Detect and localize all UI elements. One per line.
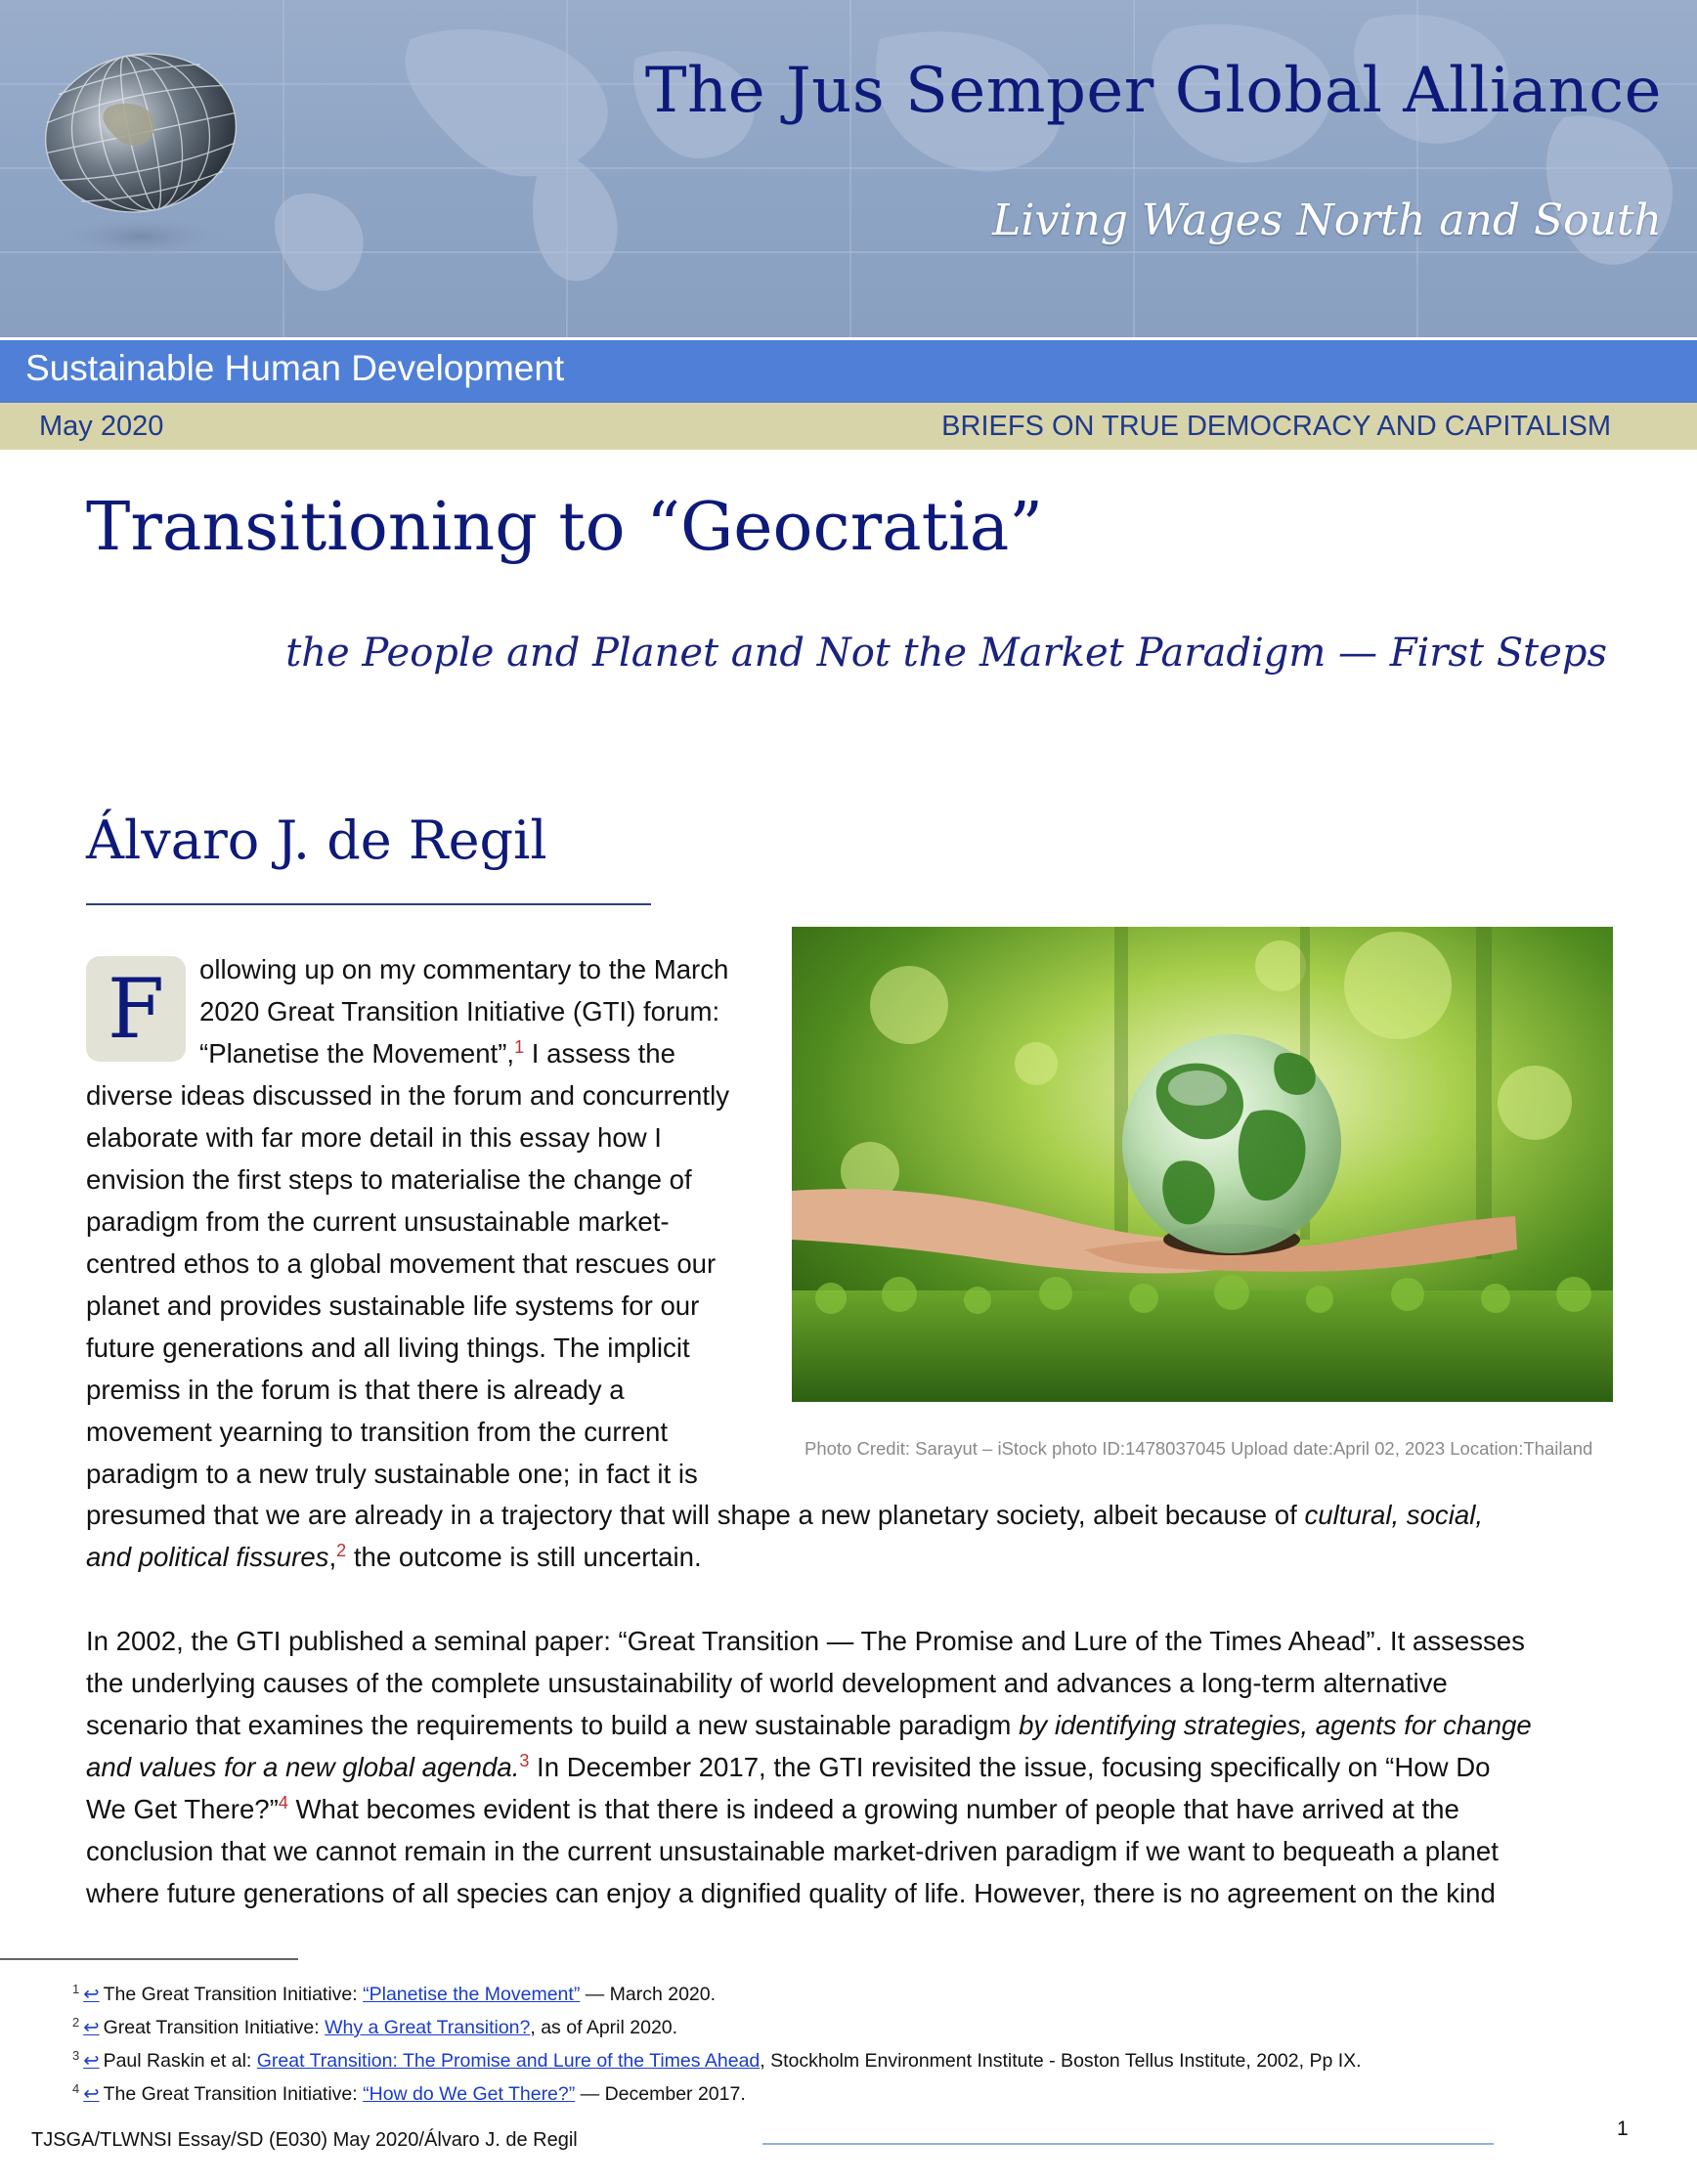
footnote-4: $^4$ ↩ The Great Transition Initiative: “How do We Get There?” — December 2017. bbox=[72, 2080, 746, 2105]
footnote-ref-1[interactable]: 1 bbox=[514, 1036, 525, 1057]
paragraph-second bbox=[86, 1620, 1611, 1914]
date-bar bbox=[0, 403, 1697, 450]
text-line: where future generations of all species can enjoy a dignified quality of life. However, there is no agreement on the kind bbox=[86, 1878, 1496, 1908]
article-subtitle: the People and Planet and Not the Market Paradigm — First Steps bbox=[285, 631, 1607, 676]
author-divider bbox=[86, 903, 651, 905]
back-arrow-icon[interactable]: ↩ bbox=[83, 1984, 100, 2005]
text-line: and values for a new global agenda.$^3$ In December 2017, the GTI revisited the issue, focusing specifically on “How Do bbox=[86, 1750, 1491, 1782]
text-line: In 2002, the GTI published a seminal paper: “Great Transition — The Promise and Lure of the Times Ahead”. It assesses bbox=[86, 1626, 1525, 1656]
photo-credit: Photo Credit: Sarayut – iStock photo ID:1478037045 Upload date:April 02, 2023 Location:Thailand bbox=[805, 1438, 1593, 1459]
paragraph-intro-cont bbox=[86, 1494, 1611, 1578]
section-bar bbox=[0, 340, 1697, 403]
drop-cap: F bbox=[86, 956, 186, 1062]
text-line: presumed that we are already in a trajectory that will shape a new planetary society, albeit because of cultural, social, bbox=[86, 1500, 1483, 1530]
text-line: planet and provides sustainable life systems for our bbox=[86, 1290, 700, 1321]
text-line: ollowing up on my commentary to the March bbox=[199, 954, 729, 984]
footnote-3: $^3$ ↩ Paul Raskin et al: Great Transition: The Promise and Lure of the Times Ahead, Stockholm Environment Institute - Boston Tellus Institute, 2002, Pp IX. bbox=[72, 2047, 1362, 2072]
brand-subtitle: Living Wages North and South bbox=[992, 196, 1662, 245]
footnote-link[interactable]: “How do We Get There?” bbox=[363, 2083, 576, 2105]
text-line: 2020 Great Transition Initiative (GTI) forum: bbox=[199, 996, 720, 1026]
brand-title: The Jus Semper Global Alliance bbox=[644, 55, 1662, 127]
globe-logo-icon bbox=[39, 49, 244, 264]
section-title: Sustainable Human Development bbox=[25, 348, 565, 388]
footnote-ref-3[interactable]: 3 bbox=[519, 1750, 530, 1770]
footnote-1: $^1$ ↩ The Great Transition Initiative: “Planetise the Movement” — March 2020. bbox=[72, 1981, 717, 2005]
footnote-2: $^2$ ↩ Great Transition Initiative: Why a Great Transition?, as of April 2020. bbox=[72, 2014, 678, 2038]
text-line: elaborate with far more detail in this essay how I bbox=[86, 1122, 662, 1153]
text-line: paradigm from the current unsustainable market- bbox=[86, 1206, 670, 1237]
article-title: Transitioning to “Geocratia” bbox=[86, 489, 1043, 566]
series-label: BRIEFS ON TRUE DEMOCRACY AND CAPITALISM bbox=[941, 411, 1611, 442]
footer-divider bbox=[762, 2143, 1494, 2145]
footnote-link[interactable]: Why a Great Transition? bbox=[325, 2017, 531, 2038]
text-line: future generations and all living things. The implicit bbox=[86, 1332, 690, 1363]
text-line: conclusion that we cannot remain in the current unsustainable market-driven paradigm if we want to bequeath a planet bbox=[86, 1836, 1499, 1866]
text-line: movement yearning to transition from the current bbox=[86, 1417, 669, 1447]
text-line: the underlying causes of the complete unsustainability of world development and advances a long-term alternative bbox=[86, 1668, 1448, 1698]
text-line: We Get There?”$^4$ What becomes evident is that there is indeed a growing number of people that have arrived at the bbox=[86, 1792, 1459, 1824]
footnote-link[interactable]: Great Transition: The Promise and Lure of the Times Ahead bbox=[256, 2050, 761, 2072]
text-line: scenario that examines the requirements to build a new sustainable paradigm by identifying strategies, agents for change bbox=[86, 1710, 1532, 1740]
issue-date: May 2020 bbox=[39, 411, 164, 442]
text-line: envision the first steps to materialise the change of bbox=[86, 1164, 692, 1195]
footnote-ref-4[interactable]: 4 bbox=[278, 1792, 288, 1813]
footnotes bbox=[72, 1978, 1636, 2111]
text-line: premiss in the forum is that there is already a bbox=[86, 1375, 625, 1405]
footnote-link[interactable]: “Planetise the Movement” bbox=[363, 1984, 581, 2005]
back-arrow-icon[interactable]: ↩ bbox=[83, 2017, 100, 2038]
footnote-divider bbox=[0, 1958, 298, 1960]
text-line: centred ethos to a global movement that rescues our bbox=[86, 1248, 717, 1279]
back-arrow-icon[interactable]: ↩ bbox=[83, 2083, 100, 2105]
page-number: 1 bbox=[1617, 2118, 1629, 2140]
page-footer-citation: TJSGA/TLWNSI Essay/SD (E030) May 2020/Álvaro J. de Regil bbox=[31, 2129, 578, 2151]
footnote-ref-2[interactable]: 2 bbox=[336, 1540, 347, 1560]
paragraph-intro bbox=[86, 948, 790, 1495]
back-arrow-icon[interactable]: ↩ bbox=[83, 2050, 100, 2072]
author-name: Álvaro J. de Regil bbox=[86, 809, 547, 871]
text-line: diverse ideas discussed in the forum and concurrently bbox=[86, 1080, 729, 1111]
text-line: “Planetise the Movement”,$^1$ I assess the bbox=[199, 1036, 675, 1069]
photo-globe-in-hands bbox=[792, 927, 1613, 1402]
header-banner bbox=[0, 0, 1697, 337]
text-line: and political fissures,$^2$ the outcome is still uncertain. bbox=[86, 1540, 702, 1572]
text-line: paradigm to a new truly sustainable one; in fact it is bbox=[86, 1459, 698, 1489]
world-map-background bbox=[0, 0, 1697, 337]
